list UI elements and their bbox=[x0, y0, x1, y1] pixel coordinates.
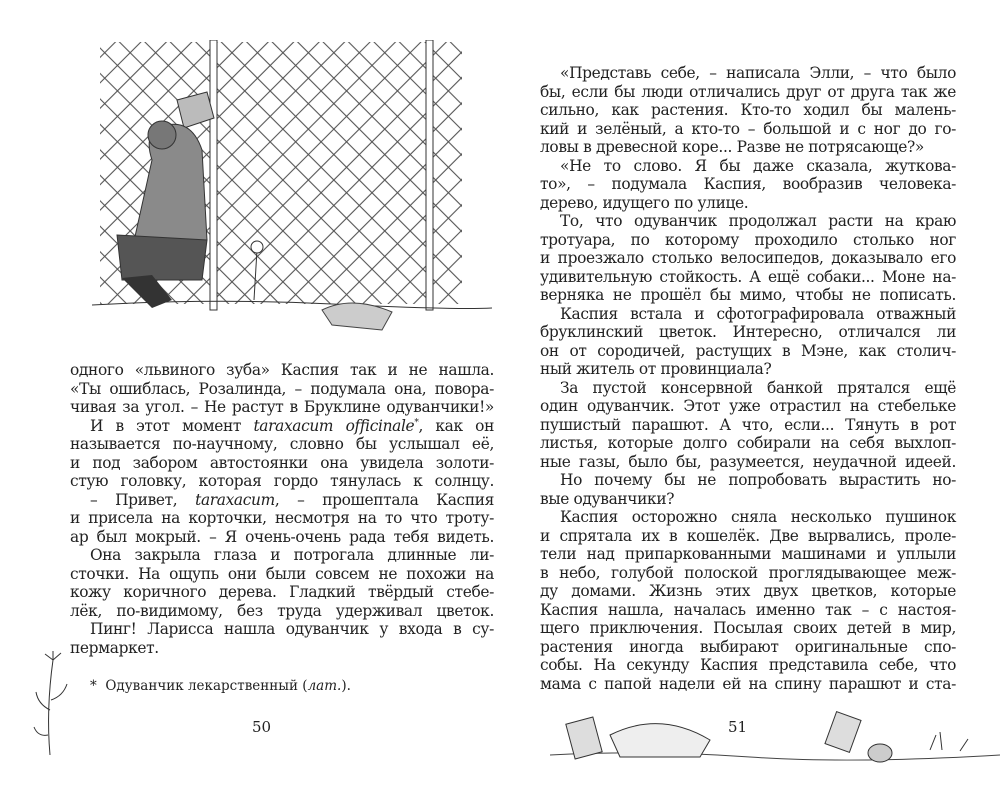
text-line: и спрятала их в кошелёк. Две вырвались, проле- bbox=[540, 526, 956, 545]
right-page bbox=[500, 0, 1001, 801]
text-line: бруклинский цветок. Интересно, отличался ли bbox=[540, 323, 956, 341]
text-line: и проезжало столько велосипедов, доказывало его bbox=[540, 249, 956, 267]
text-segment: , как он bbox=[418, 416, 494, 435]
text-line: сточки. На ощупь они были совсем не похожи на bbox=[70, 564, 494, 583]
text-line: «Не то слово. Я бы даже сказала, жуткова- bbox=[560, 156, 956, 175]
left-page bbox=[0, 0, 500, 801]
footnote-text: Одуванчик лекарственный ( bbox=[105, 678, 308, 694]
latin-term: taraxacum officinale bbox=[253, 416, 415, 435]
text-line: одного «львиного зуба» Каспия так и не нашла. bbox=[70, 361, 494, 379]
latin-term: taraxacum bbox=[195, 490, 275, 509]
text-line: дерево, идущего по улице. bbox=[540, 193, 749, 212]
text-line: называется по-научному, словно бы услышал её, bbox=[70, 435, 494, 453]
text-line: удивительную стойкость. А ещё собаки... Моне на- bbox=[540, 267, 956, 286]
text-line: в небо, голубой полоской проглядывающее меж- bbox=[540, 563, 956, 582]
fence-girl-illustration bbox=[92, 40, 492, 340]
text-line: ный житель от провинциала? bbox=[540, 360, 772, 378]
text-line: верняка не прошёл бы мимо, чтобы не пописать. bbox=[540, 286, 956, 304]
text-line: ные газы, было бы, разумеется, неудачной идеей. bbox=[540, 452, 956, 471]
text-line: кий и зелёный, а кто-то – большой и с ног до го- bbox=[540, 119, 956, 138]
text-line: мама с папой надели ей на спину парашют и ста- bbox=[540, 674, 956, 693]
text-line: Она закрыла глаза и потрогала длинные ли- bbox=[90, 546, 494, 564]
text-segment: – Привет, bbox=[90, 490, 196, 509]
text-line bbox=[70, 491, 494, 510]
text-line: вые одуванчики? bbox=[540, 489, 675, 508]
text-line: пушистый парашют. А что, если... Тянуть в рот bbox=[540, 415, 956, 434]
text-line: ловы в древесной коре... Разве не потрясающе?» bbox=[540, 138, 924, 156]
text-line: тротуара, по которому проходило столько ног bbox=[540, 230, 956, 249]
text-line: лёк, по-видимому, без труда удерживал цветок. bbox=[70, 601, 494, 620]
text-line: и присела на корточки, несмотря на то что троту- bbox=[70, 509, 494, 527]
text-line: Пинг! Ларисса нашла одуванчик у входа в су- bbox=[90, 620, 494, 638]
page-number: 50 bbox=[252, 718, 272, 736]
text-line: то», – подумала Каспия, вообразив человека- bbox=[540, 175, 956, 193]
text-line: пермаркет. bbox=[70, 638, 159, 657]
flower-sketch-icon bbox=[28, 650, 78, 760]
text-line: За пустой консервной банкой прятался ещё bbox=[560, 378, 956, 397]
text-line: один одуванчик. Этот уже отрастил на стебельке bbox=[540, 397, 956, 415]
text-line bbox=[70, 417, 494, 436]
page-number: 51 bbox=[728, 718, 748, 736]
text-line: Каспия нашла, началась именно так – с настоя- bbox=[540, 600, 956, 619]
text-line: Каспия встала и сфотографировала отважный bbox=[560, 304, 956, 323]
text-line: собы. На секунду Каспия представила себе, что bbox=[540, 656, 956, 674]
text-line: сильно, как растения. Кто-то ходил бы малень- bbox=[540, 101, 956, 119]
text-line: щего приключения. Посылая своих детей в мир, bbox=[540, 619, 956, 637]
text-line: листья, которые долго собирали на себя выхлоп- bbox=[540, 434, 956, 452]
footnote bbox=[90, 678, 351, 694]
text-line: ар был мокрый. – Я очень-очень рада тебя видеть. bbox=[70, 527, 494, 546]
text-line: Но почему бы не попробовать вырастить но- bbox=[560, 471, 956, 489]
text-line: кожу коричного дерева. Гладкий твёрдый стебе- bbox=[70, 583, 494, 601]
footnote-mark: * bbox=[90, 678, 97, 694]
text-line: «Ты ошиблась, Розалинда, – подумала она, повора- bbox=[70, 379, 494, 398]
litter-sketch-illustration bbox=[550, 695, 1000, 775]
right-text-column bbox=[540, 64, 956, 693]
text-line: стую головку, которая гордо тянулась к солнцу. bbox=[70, 472, 494, 490]
text-line: он от сородичей, растущих в Мэне, как столич- bbox=[540, 341, 956, 360]
text-line: «Представь себе, – написала Элли, – что было bbox=[560, 64, 956, 82]
text-line: и под забором автостоянки она увидела золоти- bbox=[70, 453, 494, 472]
text-line: тели над припаркованными машинами и уплыли bbox=[540, 545, 956, 563]
text-line: ду домами. Жизнь этих двух цветков, которые bbox=[540, 582, 956, 600]
footnote-abbr: лат. bbox=[307, 678, 342, 694]
footnote-text: ). bbox=[341, 678, 351, 694]
left-text-column bbox=[70, 361, 494, 657]
text-segment: И в этот момент bbox=[90, 416, 254, 435]
text-line: чивая за угол. – Не растут в Бруклине одуванчики!» bbox=[70, 398, 494, 416]
text-segment: , – прошептала Каспия bbox=[274, 490, 494, 509]
text-line: растения иногда выбирают оригинальные спо- bbox=[540, 637, 956, 656]
text-line: бы, если бы люди отличались друг от друга так же bbox=[540, 82, 956, 101]
text-line: То, что одуванчик продолжал расти на краю bbox=[560, 212, 956, 230]
footnote-ref: * bbox=[414, 417, 419, 428]
text-line: Каспия осторожно сняла несколько пушинок bbox=[560, 508, 956, 526]
